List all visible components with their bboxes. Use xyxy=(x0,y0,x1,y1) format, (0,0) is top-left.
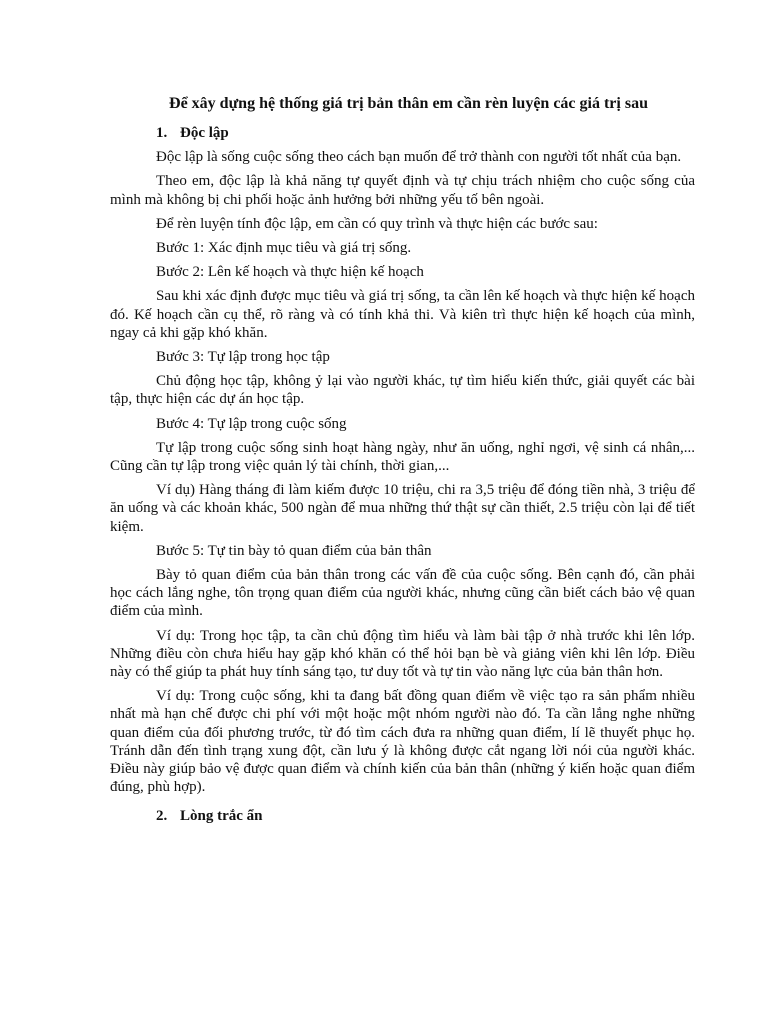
step-line: Bước 5: Tự tin bày tỏ quan điểm của bản thân xyxy=(156,542,432,559)
paragraph: Theo em, độc lập là khả năng tự quyết định và tự chịu trách nhiệm cho cuộc sống của mình mà không bị chi phối hoặc ảnh hưởng bởi những yếu tố bên ngoài. xyxy=(110,173,695,208)
section-heading-text: Độc lập xyxy=(180,125,229,141)
section-heading-text: Lòng trắc ẩn xyxy=(180,807,263,824)
section-number: 2. xyxy=(156,807,168,824)
step-line: Bước 3: Tự lập trong học tập xyxy=(156,349,330,366)
paragraph: Độc lập là sống cuộc sống theo cách bạn muốn để trở thành con người tốt nhất của bạn. xyxy=(156,149,682,166)
paragraph: Ví dụ: Trong học tập, ta cần chủ động tìm hiểu và làm bài tập ở nhà trước khi lên lớp. Những điều còn chưa hiểu hay gặp khó khăn có thể hỏi bạn bè và giảng viên khi lên lớp. Điều này có thể giúp ta phát huy tính sáng tạo, tư duy tốt và tự tin vào năng lực của bản thân hơn. xyxy=(110,627,695,681)
paragraph: Ví dụ: Trong cuộc sống, khi ta đang bất đồng quan điểm về việc tạo ra sản phẩm nhiều nhất mà hạn chế được chi phí với một hoặc một nhóm người nào đó. Ta cần lắng nghe những quan điểm của đối phương trước, từ đó tìm cách đưa ra những quan điểm, lí lẽ thuyết phục họ. Tránh dẫn đến tình trạng xung đột, cần lưu ý là không được cắt ngang lời nói của người khác. Điều này giúp bảo vệ được quan điểm và chính kiến của bản thân (những ý kiến hoặc quan điểm đúng, phù hợp). xyxy=(110,688,695,796)
paragraph: Bày tỏ quan điểm của bản thân trong các vấn đề của cuộc sống. Bên cạnh đó, cần phải học cách lắng nghe, tôn trọng quan điểm của người khác, nhưng cũng cần biết cách bảo vệ quan điểm của mình. xyxy=(110,567,695,620)
paragraph: Tự lập trong cuộc sống sinh hoạt hàng ngày, như ăn uống, nghỉ ngơi, vệ sinh cá nhân,... Cũng cần tự lập trong việc quản lý tài chính, thời gian,... xyxy=(110,439,695,475)
paragraph: Ví dụ) Hàng tháng đi làm kiếm được 10 triệu, chi ra 3,5 triệu để đóng tiền nhà, 3 triệu để ăn uống và các khoản khác, 500 ngàn để mua những thứ thật sự cần thiết, 2.5 triệu còn lại để tiết kiệm. xyxy=(110,482,695,535)
paragraph: Chủ động học tập, không ỷ lại vào người khác, tự tìm hiểu kiến thức, giải quyết các bài tập, thực hiện các dự án học tập. xyxy=(110,373,695,408)
step-line: Bước 4: Tự lập trong cuộc sống xyxy=(156,415,347,432)
section-heading-1 xyxy=(110,124,695,142)
section-number: 1. xyxy=(156,125,168,141)
document-title: Để xây dựng hệ thống giá trị bản thân em cần rèn luyện các giá trị sau xyxy=(169,95,648,112)
paragraph: Để rèn luyện tính độc lập, em cần có quy trình và thực hiện các bước sau: xyxy=(156,215,598,232)
step-line: Bước 1: Xác định mục tiêu và giá trị sống. xyxy=(156,240,412,257)
section-heading-2 xyxy=(110,807,695,825)
step-line: Bước 2: Lên kế hoạch và thực hiện kế hoạch xyxy=(156,264,424,281)
paragraph: Sau khi xác định được mục tiêu và giá trị sống, ta cần lên kế hoạch và thực hiện kế hoạch đó. Kế hoạch cần cụ thể, rõ ràng và có tính khả thi. Và kiên trì thực hiện kế hoạch của mình, ngay cả khi gặp khó khăn. xyxy=(110,288,695,341)
